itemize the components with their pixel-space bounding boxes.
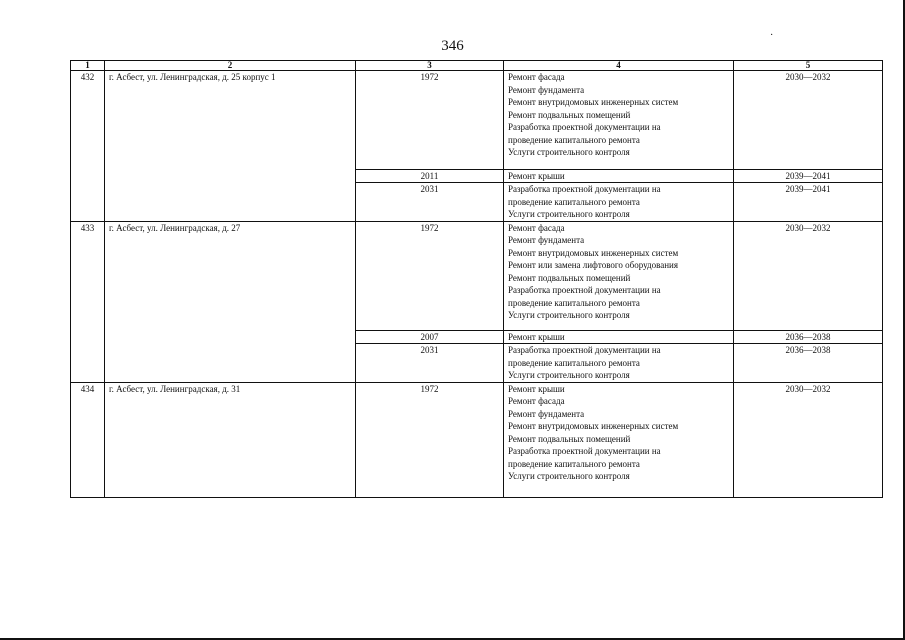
work-item: Разработка проектной документации на — [508, 184, 661, 194]
row-number: 432 — [71, 71, 105, 222]
year-cell: 2031 — [356, 183, 504, 222]
work-item: проведение капитального ремонта — [508, 297, 640, 308]
work-item: Ремонт или замена лифтового оборудования — [508, 260, 678, 270]
page-number: 346 — [441, 38, 464, 54]
year-cell: 2007 — [356, 330, 504, 344]
period-cell: 2030—2032 — [734, 71, 883, 170]
column-header-5: 5 — [734, 61, 883, 71]
scan-mark: · — [770, 30, 774, 41]
year-cell: 2031 — [356, 344, 504, 383]
work-item: Разработка проектной документации на — [508, 285, 661, 295]
table-row — [71, 382, 883, 497]
work-item: Услуги строительного контроля — [508, 370, 630, 380]
building-address: г. Асбест, ул. Ленинградская, д. 27 — [105, 221, 356, 382]
work-item: Ремонт внутридомовых инженерных систем — [508, 421, 679, 431]
table-header-row — [71, 61, 883, 71]
building-address: г. Асбест, ул. Ленинградская, д. 25 корпус 1 — [105, 71, 356, 222]
works-cell — [504, 183, 734, 222]
work-item: Ремонт подвальных помещений — [508, 433, 631, 444]
work-item: Ремонт фундамента — [508, 84, 585, 95]
work-item: Услуги строительного контроля — [508, 209, 630, 219]
works-cell — [504, 344, 734, 383]
work-item: Услуги строительного контроля — [508, 471, 630, 481]
period-cell: 2036—2038 — [734, 344, 883, 383]
work-item: Ремонт фундамента — [508, 235, 585, 245]
work-item: Ремонт фасада — [508, 396, 565, 406]
work-item: Разработка проектной документации на — [508, 446, 661, 456]
year-cell: 1972 — [356, 382, 504, 497]
table-row — [71, 71, 883, 170]
column-header-3: 3 — [356, 61, 504, 71]
work-item: Ремонт подвальных помещений — [508, 272, 631, 283]
column-header-4: 4 — [504, 61, 734, 71]
work-item: проведение капитального ремонта — [508, 357, 640, 368]
work-item: Ремонт крыши — [508, 383, 565, 394]
row-number: 433 — [71, 221, 105, 382]
period-cell: 2036—2038 — [734, 330, 883, 344]
work-item: Ремонт внутридомовых инженерных систем — [508, 97, 679, 107]
year-cell: 1972 — [356, 221, 504, 330]
works-cell — [504, 330, 734, 344]
column-header-2: 2 — [105, 61, 356, 71]
work-item: проведение капитального ремонта — [508, 458, 640, 469]
works-cell — [504, 71, 734, 170]
work-item: Услуги строительного контроля — [508, 310, 630, 320]
period-cell: 2030—2032 — [734, 221, 883, 330]
repair-schedule-table — [70, 60, 883, 498]
column-header-1: 1 — [71, 61, 105, 71]
year-cell: 1972 — [356, 71, 504, 170]
work-item: Разработка проектной документации на — [508, 122, 661, 132]
work-item: Ремонт крыши — [508, 331, 565, 342]
works-cell — [504, 169, 734, 183]
work-item: Ремонт подвальных помещений — [508, 109, 631, 120]
year-cell: 2011 — [356, 169, 504, 183]
period-cell: 2039—2041 — [734, 169, 883, 183]
works-cell — [504, 221, 734, 330]
table-body — [71, 71, 883, 498]
work-item: проведение капитального ремонта — [508, 134, 640, 145]
period-cell: 2030—2032 — [734, 382, 883, 497]
work-item: Ремонт фасада — [508, 222, 565, 233]
building-address: г. Асбест, ул. Ленинградская, д. 31 — [105, 382, 356, 497]
work-item: Ремонт крыши — [508, 170, 565, 181]
row-number: 434 — [71, 382, 105, 497]
work-item: Ремонт внутридомовых инженерных систем — [508, 247, 679, 258]
work-item: Услуги строительного контроля — [508, 147, 630, 157]
work-item: Ремонт фундамента — [508, 408, 585, 419]
works-cell — [504, 382, 734, 497]
work-item: Разработка проектной документации на — [508, 345, 661, 355]
work-item: Ремонт фасада — [508, 72, 565, 82]
table-row — [71, 221, 883, 330]
work-item: проведение капитального ремонта — [508, 196, 640, 207]
period-cell: 2039—2041 — [734, 183, 883, 222]
